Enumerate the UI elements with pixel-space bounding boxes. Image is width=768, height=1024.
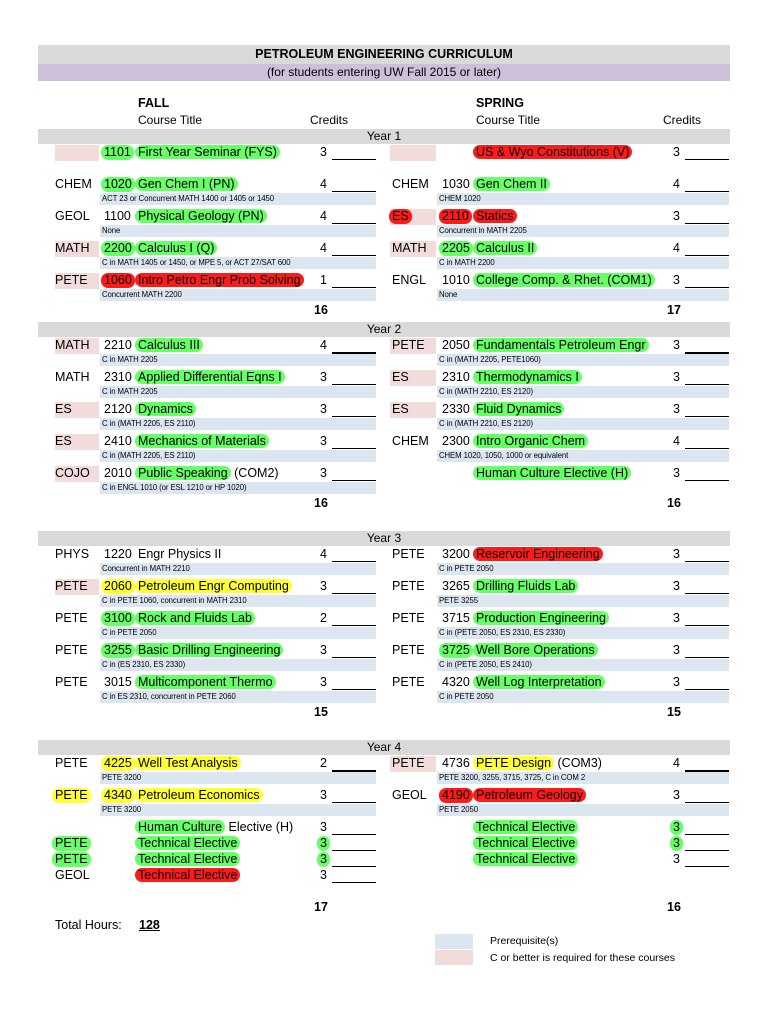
course-credits: 3 [320, 643, 327, 657]
course-credits: 3 [673, 145, 680, 159]
course-credits: 3 [673, 675, 680, 689]
course-title: Well Test Analysis [135, 756, 241, 770]
credits-blank [332, 834, 376, 835]
course-credits: 3 [673, 209, 680, 223]
course-number: 1030 [442, 177, 470, 191]
course-number: 1100 [104, 209, 131, 223]
course-title: Reservoir Engineering [473, 547, 603, 561]
course-title-wrap [476, 611, 609, 626]
elective-title: Technical Elective [135, 836, 240, 850]
course-title: Fluid Dynamics [473, 402, 564, 416]
course-title: Petroleum Engr Computing [135, 579, 292, 593]
credits-blank [332, 448, 376, 449]
course-title: US & Wyo Constitutions (V) [473, 145, 632, 159]
course-prereq: PETE 3255 [439, 596, 478, 605]
year-label: Year 4 [38, 740, 730, 755]
curriculum-subtitle: (for students entering UW Fall 2015 or later) [38, 64, 730, 81]
course-title-wrap [138, 370, 285, 385]
prereq-band [100, 804, 376, 816]
course-title: Rock and Fluids Lab [135, 611, 255, 625]
course-prefix: PHYS [55, 547, 90, 561]
credits-blank [332, 480, 376, 481]
credits-blank [332, 850, 376, 851]
credits-blank [685, 802, 729, 803]
course-number: 3265 [442, 579, 470, 593]
course-prereq: PETE 2050 [439, 805, 478, 814]
course-title-wrap [476, 434, 588, 449]
fall-semester-total: 16 [314, 496, 328, 510]
course-credits: 2 [320, 756, 327, 770]
course-credits: 3 [673, 370, 680, 384]
course-number: 2010 [104, 466, 132, 480]
course-prefix: ES [55, 434, 72, 448]
credits-blank [685, 255, 729, 256]
course-title-wrap [476, 370, 582, 385]
course-prereq: C in (MATH 2205, ES 2110) [102, 419, 196, 428]
course-number: 2200 [101, 241, 135, 256]
course-credits: 4 [320, 547, 327, 561]
spring-semester-total: 17 [667, 303, 681, 317]
course-title-wrap [476, 788, 586, 803]
course-prereq: ACT 23 or Concurrent MATH 1400 or 1405 or 1450 [102, 194, 274, 203]
course-title: Basic Drilling Engineering [135, 643, 283, 657]
course-prefix: PETE [52, 788, 91, 803]
year-label: Year 2 [38, 322, 730, 337]
elective-title: Technical Elective [473, 852, 578, 866]
course-prefix: CHEM [392, 434, 429, 448]
credits-blank [685, 657, 729, 658]
curriculum-title: PETROLEUM ENGINEERING CURRICULUM [38, 45, 730, 64]
course-number: 3015 [104, 675, 132, 689]
course-title-wrap [476, 177, 550, 192]
credits-blank [332, 657, 376, 658]
prereq-band [100, 772, 376, 784]
course-title: Dynamics [135, 402, 196, 416]
elective-title-extra: Elective (H) [225, 820, 294, 834]
credits-blank [332, 625, 376, 626]
credits-blank [332, 802, 376, 803]
spring-semester-total: 16 [667, 496, 681, 510]
course-title: Applied Differential Eqns I [135, 370, 285, 384]
course-title: Engr Physics II [138, 547, 222, 561]
course-title: Well Log Interpretation [473, 675, 605, 689]
course-prereq: CHEM 1020, 1050, 1000 or equivalent [439, 451, 569, 460]
course-number: 2060 [101, 579, 135, 594]
course-prereq: C in (ES 2310, ES 2330) [102, 660, 186, 669]
course-prereq: C in MATH 2205 [102, 355, 158, 364]
course-prereq: C in (PETE 2050, ES 2410) [439, 660, 532, 669]
credits-blank [685, 448, 729, 449]
course-credits: 3 [320, 788, 327, 802]
elective-title-wrap [476, 836, 578, 851]
prereq-band [437, 595, 729, 607]
course-prereq: C in PETE 2050 [439, 564, 494, 573]
course-prefix: PETE [392, 611, 425, 625]
course-title: Multicomponent Thermo [135, 675, 276, 689]
fall-semester-total: 16 [314, 303, 328, 317]
credits-blank [332, 866, 376, 867]
course-prefix: COJO [55, 466, 90, 480]
elective-title-wrap [476, 820, 578, 835]
course-title: College Comp. & Rhet. (COM1) [473, 273, 655, 287]
elective-title-wrap [138, 868, 240, 883]
prereq-band [100, 225, 376, 237]
course-number: 3715 [442, 611, 470, 625]
credits-blank [685, 287, 729, 288]
course-credits: 3 [320, 434, 327, 448]
credits-blank [685, 689, 729, 690]
credits-blank [332, 191, 376, 192]
course-title-wrap [476, 273, 655, 288]
legend-prereq-swatch [435, 934, 473, 949]
credits-blank [685, 191, 729, 192]
course-title-wrap [138, 675, 276, 690]
course-title-wrap [138, 547, 221, 562]
credits-blank [685, 770, 729, 772]
spring-course-title-header: Course Title [476, 113, 541, 127]
course-title: Thermodynamics I [473, 370, 582, 384]
course-title: PETE Design [473, 756, 554, 770]
course-prefix: MATH [55, 370, 90, 384]
course-title: First Year Seminar (FYS) [135, 145, 280, 159]
credits-blank [685, 352, 729, 354]
elective-credits: 3 [670, 820, 683, 835]
course-title: Calculus II [473, 241, 537, 255]
course-title-wrap [138, 402, 196, 417]
course-title-wrap [476, 756, 602, 771]
credits-blank [332, 352, 376, 354]
spring-semester-total: 15 [667, 705, 681, 719]
c-better-marker [390, 145, 436, 161]
credits-blank [332, 882, 376, 883]
total-hours-label: Total Hours: [55, 918, 122, 932]
spring-semester-total: 16 [667, 900, 681, 914]
course-credits: 4 [320, 177, 327, 191]
credits-blank [685, 384, 729, 385]
credits-blank [332, 255, 376, 256]
course-prefix: MATH [392, 241, 427, 255]
course-number: 4320 [442, 675, 470, 689]
course-prereq: Concurrent in MATH 2205 [439, 226, 527, 235]
total-hours-value: 128 [139, 918, 160, 932]
course-credits: 3 [673, 402, 680, 416]
credits-blank [332, 561, 376, 562]
credits-blank [685, 223, 729, 224]
credits-blank [332, 593, 376, 594]
elective-prefix: PETE [52, 852, 91, 867]
course-prefix: PETE [55, 273, 88, 287]
elective-title: Technical Elective [135, 852, 240, 866]
course-credits: 4 [673, 177, 680, 191]
credits-blank [685, 480, 729, 481]
course-title-wrap [138, 788, 263, 803]
elective-title-wrap [138, 852, 240, 867]
course-title: Gen Chem I (PN) [135, 177, 238, 191]
credits-blank [332, 689, 376, 690]
fall-heading: FALL [138, 96, 170, 110]
elective-title-wrap [138, 836, 240, 851]
spring-credits-header: Credits [663, 113, 702, 127]
course-title-wrap [138, 611, 255, 626]
course-number: 2205 [439, 241, 473, 256]
course-title: Petroleum Economics [135, 788, 263, 802]
course-prereq: C in MATH 1405 or 1450, or MPE 5, or ACT 27/SAT 600 [102, 258, 291, 267]
course-title: Mechanics of Materials [135, 434, 269, 448]
elective-title-wrap [138, 820, 293, 835]
course-prefix: PETE [55, 675, 88, 689]
elective-credits: 3 [317, 836, 330, 851]
course-number: 1060 [101, 273, 135, 288]
credits-blank [332, 287, 376, 288]
course-prefix: ES [392, 370, 409, 384]
course-number: 1010 [442, 273, 470, 287]
course-credits: 2 [320, 611, 327, 625]
course-title-extra: (COM2) [230, 466, 279, 480]
course-credits: 3 [673, 547, 680, 561]
course-credits: 4 [320, 338, 327, 352]
course-prereq: C in MATH 2205 [102, 387, 158, 396]
course-title-wrap [138, 466, 279, 481]
course-prereq: PETE 3200 [102, 805, 141, 814]
elective-credits: 3 [320, 868, 327, 882]
course-number: 4340 [101, 788, 135, 803]
credits-blank [685, 834, 729, 835]
course-number: 2300 [442, 434, 470, 448]
course-credits: 3 [320, 370, 327, 384]
course-title: Production Engineering [473, 611, 609, 625]
course-prefix: PETE [55, 643, 88, 657]
course-number: 2310 [104, 370, 132, 384]
credits-blank [332, 770, 376, 772]
credits-blank [332, 384, 376, 385]
course-prefix: PETE [55, 579, 88, 593]
course-prefix: PETE [392, 756, 425, 770]
course-title: Human Culture Elective (H) [473, 466, 631, 480]
elective-title: Technical Elective [473, 836, 578, 850]
elective-credits: 3 [670, 836, 683, 851]
course-title-wrap [138, 434, 269, 449]
course-prefix: ES [55, 402, 72, 416]
course-title: Statics [473, 209, 517, 223]
course-prereq: None [439, 290, 458, 299]
elective-title: Human Culture [135, 820, 225, 834]
course-number: 2050 [442, 338, 470, 352]
course-title: Drilling Fluids Lab [473, 579, 578, 593]
elective-prefix: PETE [52, 836, 91, 851]
course-title-wrap [138, 177, 238, 192]
course-title: Calculus I (Q) [135, 241, 217, 255]
course-title-wrap [138, 338, 203, 353]
course-prefix: PETE [392, 675, 425, 689]
course-title-extra: (COM3) [554, 756, 602, 770]
fall-semester-total: 15 [314, 705, 328, 719]
course-title: Calculus III [135, 338, 203, 352]
course-prefix: PETE [392, 338, 425, 352]
course-number: 3100 [101, 611, 135, 626]
course-credits: 3 [673, 338, 680, 352]
credits-blank [685, 159, 729, 160]
course-title-wrap [476, 547, 603, 562]
course-title: Gen Chem II [473, 177, 550, 191]
course-number: 2120 [104, 402, 132, 416]
course-credits: 4 [673, 756, 680, 770]
course-prereq: C in MATH 2200 [439, 258, 495, 267]
course-number: 4190 [439, 788, 473, 803]
course-title-wrap [138, 241, 217, 256]
course-prereq: C in (PETE 2050, ES 2310, ES 2330) [439, 628, 566, 637]
fall-credits-header: Credits [310, 113, 349, 127]
course-prefix: ENGL [392, 273, 427, 287]
course-number: 2310 [442, 370, 470, 384]
course-title-wrap [476, 402, 564, 417]
credits-blank [685, 625, 729, 626]
elective-prefix: GEOL [55, 868, 90, 882]
course-number: 1101 [101, 145, 134, 160]
course-number: 3200 [442, 547, 470, 561]
course-prefix: CHEM [392, 177, 429, 191]
course-prefix: PETE [55, 611, 88, 625]
course-prefix: PETE [392, 579, 425, 593]
course-title: Fundamentals Petroleum Engr [473, 338, 649, 352]
course-credits: 3 [673, 579, 680, 593]
course-prereq: C in ES 2310, concurrent in PETE 2060 [102, 692, 236, 701]
course-title-wrap [476, 675, 605, 690]
course-credits: 4 [673, 434, 680, 448]
course-prereq: C in (MATH 2205, ES 2110) [102, 451, 196, 460]
course-number: 4225 [101, 756, 135, 771]
course-prereq: C in PETE 1060, concurrent in MATH 2310 [102, 596, 247, 605]
elective-credits: 3 [317, 852, 330, 867]
course-prefix: ES [392, 402, 409, 416]
legend-prereq-label: Prerequisite(s) [490, 935, 559, 947]
elective-credits: 3 [320, 820, 327, 834]
course-credits: 3 [673, 466, 680, 480]
course-title: Physical Geology (PN) [135, 209, 267, 223]
course-title: Intro Petro Engr Prob Solving [135, 273, 304, 287]
course-number: 2210 [104, 338, 132, 352]
course-credits: 3 [320, 402, 327, 416]
year-label: Year 1 [38, 129, 730, 144]
credits-blank [332, 416, 376, 417]
course-prereq: C in (MATH 2210, ES 2120) [439, 419, 533, 428]
spring-heading: SPRING [476, 96, 524, 110]
course-prefix: GEOL [392, 788, 427, 802]
course-number: 2110 [439, 209, 472, 224]
credits-blank [685, 850, 729, 851]
course-prefix: PETE [55, 756, 88, 770]
course-title-wrap [476, 579, 578, 594]
course-prereq: C in ENGL 1010 (or ESL 1210 or HP 1020) [102, 483, 247, 492]
course-number: 2330 [442, 402, 470, 416]
course-credits: 3 [320, 145, 327, 159]
c-better-marker [55, 145, 99, 161]
credits-blank [685, 593, 729, 594]
course-prereq: C in PETE 2050 [439, 692, 494, 701]
course-credits: 3 [673, 611, 680, 625]
course-title-wrap [138, 756, 241, 771]
prereq-band [437, 804, 729, 816]
course-prereq: C in (MATH 2205, PETE1060) [439, 355, 541, 364]
credits-blank [332, 223, 376, 224]
course-credits: 3 [320, 579, 327, 593]
fall-semester-total: 17 [314, 900, 328, 914]
course-title-wrap [476, 643, 598, 658]
course-credits: 4 [320, 209, 327, 223]
course-number: 4736 [442, 756, 470, 770]
course-title: Public Speaking [135, 466, 231, 480]
prereq-band [437, 289, 729, 301]
course-number: 1220 [104, 547, 132, 561]
course-credits: 3 [673, 643, 680, 657]
course-number: 1020 [101, 177, 135, 192]
course-title-wrap [476, 241, 537, 256]
legend-cbetter-swatch [435, 950, 473, 965]
course-prereq: C in PETE 2050 [102, 628, 157, 637]
course-title: Petroleum Geology [473, 788, 586, 802]
course-number: 3725 [439, 643, 473, 658]
course-title-wrap [138, 643, 283, 658]
course-prereq: PETE 3200, 3255, 3715, 3725, C in COM 2 [439, 773, 586, 782]
course-credits: 1 [320, 273, 327, 287]
course-title-wrap [476, 209, 517, 224]
course-title-wrap [138, 209, 267, 224]
course-prefix: MATH [55, 241, 90, 255]
course-prefix: MATH [55, 338, 90, 352]
elective-title: Technical Elective [135, 868, 240, 882]
course-title-wrap [138, 579, 292, 594]
course-credits: 4 [673, 241, 680, 255]
course-prereq: None [102, 226, 121, 235]
course-number: 2410 [104, 434, 132, 448]
course-title-wrap [138, 145, 280, 160]
course-prefix: ES [389, 209, 412, 224]
credits-blank [685, 561, 729, 562]
course-prereq: CHEM 1020 [439, 194, 481, 203]
credits-blank [685, 416, 729, 417]
course-title: Well Bore Operations [473, 643, 598, 657]
course-prereq: Concurrent in MATH 2210 [102, 564, 190, 573]
course-credits: 3 [320, 675, 327, 689]
course-credits: 3 [673, 273, 680, 287]
course-prereq: C in (MATH 2210, ES 2120) [439, 387, 533, 396]
course-title-wrap [476, 145, 632, 160]
course-credits: 4 [320, 241, 327, 255]
credits-blank [685, 866, 729, 867]
course-credits: 3 [673, 788, 680, 802]
course-number: 3255 [101, 643, 135, 658]
course-prefix: PETE [392, 547, 425, 561]
fall-course-title-header: Course Title [138, 113, 203, 127]
course-credits: 3 [320, 466, 327, 480]
elective-credits: 3 [673, 852, 680, 866]
course-prefix: PETE [392, 643, 425, 657]
elective-title: Technical Elective [473, 820, 578, 834]
course-prereq: Concurrent MATH 2200 [102, 290, 182, 299]
course-title-wrap [138, 273, 304, 288]
course-prereq: PETE 3200 [102, 773, 141, 782]
course-title-wrap [476, 466, 631, 481]
legend-cbetter-label: C or better is required for these courses [490, 952, 676, 964]
course-prefix: CHEM [55, 177, 92, 191]
course-title-wrap [476, 338, 649, 353]
course-prefix: GEOL [55, 209, 90, 223]
credits-blank [332, 159, 376, 160]
course-title: Intro Organic Chem [473, 434, 588, 448]
year-label: Year 3 [38, 531, 730, 546]
elective-title-wrap [476, 852, 578, 867]
